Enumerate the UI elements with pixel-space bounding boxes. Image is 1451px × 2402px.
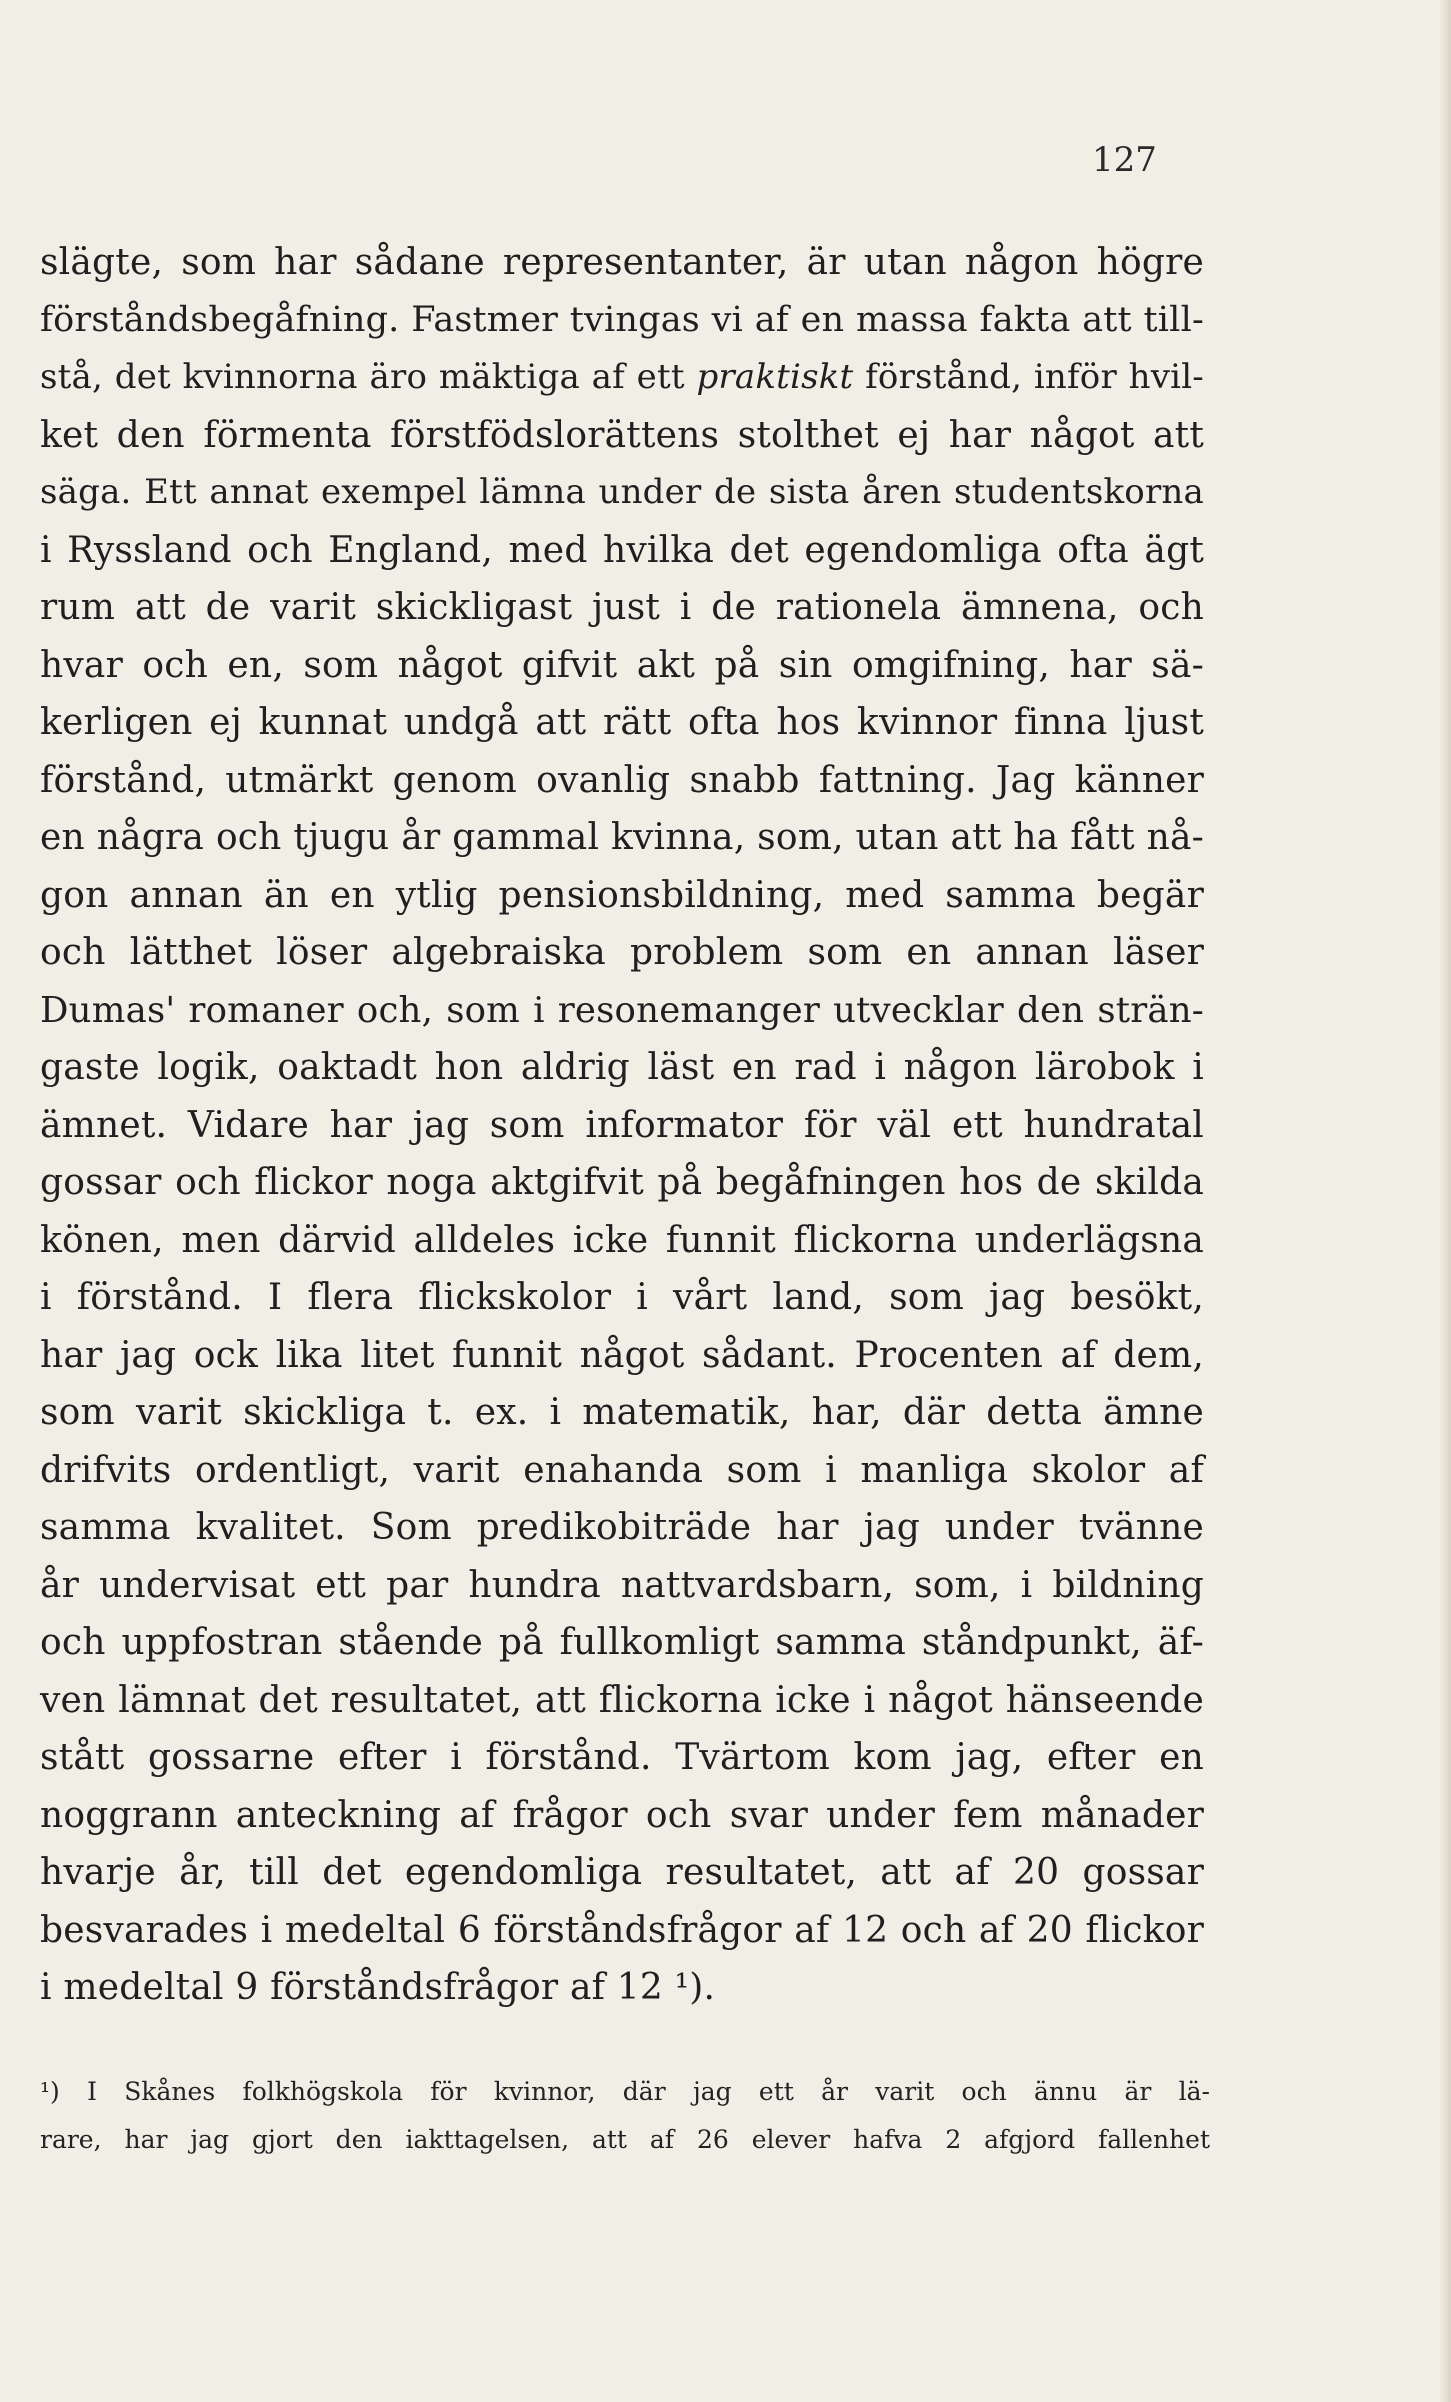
- text-line: gossar och flickor noga aktgifvit på begåfningen hos de skilda: [40, 1162, 1204, 1203]
- text-line: i Ryssland och England, med hvilka det egendomliga ofta ägt: [40, 529, 1204, 571]
- text-line: [40, 349, 1204, 407]
- text-line: i förstånd. I flera flickskolor i vårt land, som jag besökt,: [40, 1277, 1204, 1318]
- text-line: har jag ock lika litet funnit något sådant. Procenten af dem,: [40, 1334, 1204, 1376]
- text-line: år undervisat ett par hundra nattvardsbarn, som, i bildning: [40, 1564, 1204, 1606]
- footnote-line: ¹) I Skånes folkhögskola för kvinnor, där jag ett år varit och ännu är lä-: [40, 2077, 1210, 2106]
- text-line: hvar och en, som något gifvit akt på sin omgifning, har sä-: [40, 644, 1204, 686]
- text-line: könen, men därvid alldeles icke funnit flickorna underlägsna: [40, 1219, 1204, 1261]
- text-line: noggrann anteckning af frågor och svar under fem månader: [40, 1794, 1204, 1836]
- text-line: förstånd, utmärkt genom ovanlig snabb fattning. Jag känner: [40, 759, 1204, 801]
- text-line: samma kvalitet. Som predikobiträde har jag under tvänne: [40, 1507, 1204, 1548]
- text-line: ven lämnat det resultatet, att flickorna icke i något hänseende: [40, 1679, 1204, 1721]
- body-text: [40, 234, 1204, 2017]
- text-line: ämnet. Vidare har jag som informator för väl ett hundratal: [40, 1104, 1204, 1146]
- text-line: i medeltal 9 förståndsfrågor af 12 ¹).: [40, 1967, 716, 2008]
- text-line: säga. Ett annat exempel lämna under de sista åren studentskorna: [40, 472, 1204, 512]
- text-line: hvarje år, till det egendomliga resultatet, att af 20 gossar: [40, 1852, 1204, 1893]
- text-line: och lätthet löser algebraiska problem som en annan läser: [40, 932, 1204, 973]
- text-line: en några och tjugu år gammal kvinna, som, utan att ha fått nå-: [40, 817, 1204, 858]
- text-line: och uppfostran stående på fullkomligt samma ståndpunkt, äf-: [40, 1622, 1204, 1663]
- footnote-line: rare, har jag gjort den iakttagelsen, att af 26 elever hafva 2 afgjord fallenhet: [40, 2125, 1210, 2154]
- text-line: drifvits ordentligt, varit enahanda som i manliga skolor af: [40, 1449, 1204, 1491]
- text-line: förståndsbegåfning. Fastmer tvingas vi af en massa fakta att till-: [40, 299, 1204, 340]
- text-line-part: förstånd, inför hvil-: [853, 357, 1204, 397]
- text-line: gaste logik, oaktadt hon aldrig läst en rad i någon lärobok i: [40, 1047, 1204, 1088]
- text-line: kerligen ej kunnat undgå att rätt ofta hos kvinnor finna ljust: [40, 702, 1204, 743]
- text-line: ket den förmenta förstfödslorättens stolthet ej har något att: [40, 414, 1204, 456]
- text-line: Dumas' romaner och, som i resonemanger utvecklar den strän-: [40, 989, 1204, 1031]
- text-line: slägte, som har sådane representanter, är utan någon högre: [40, 242, 1204, 283]
- footnote: [40, 2068, 1210, 2164]
- text-line: gon annan än en ytlig pensionsbildning, med samma begär: [40, 874, 1204, 916]
- emphasis-word: praktiskt: [696, 357, 854, 397]
- page-number: 127: [1092, 140, 1157, 180]
- page-edge-shadow: [1439, 0, 1451, 2402]
- text-line: rum att de varit skickligast just i de rationela ämnena, och: [40, 587, 1204, 628]
- text-line: besvarades i medeltal 6 förståndsfrågor af 12 och af 20 flickor: [40, 1909, 1204, 1951]
- text-line: som varit skickliga t. ex. i matematik, har, där detta ämne: [40, 1392, 1204, 1433]
- text-line: stått gossarne efter i förstånd. Tvärtom kom jag, efter en: [40, 1737, 1204, 1778]
- text-line-part: stå, det kvinnorna äro mäktiga af ett: [40, 357, 697, 397]
